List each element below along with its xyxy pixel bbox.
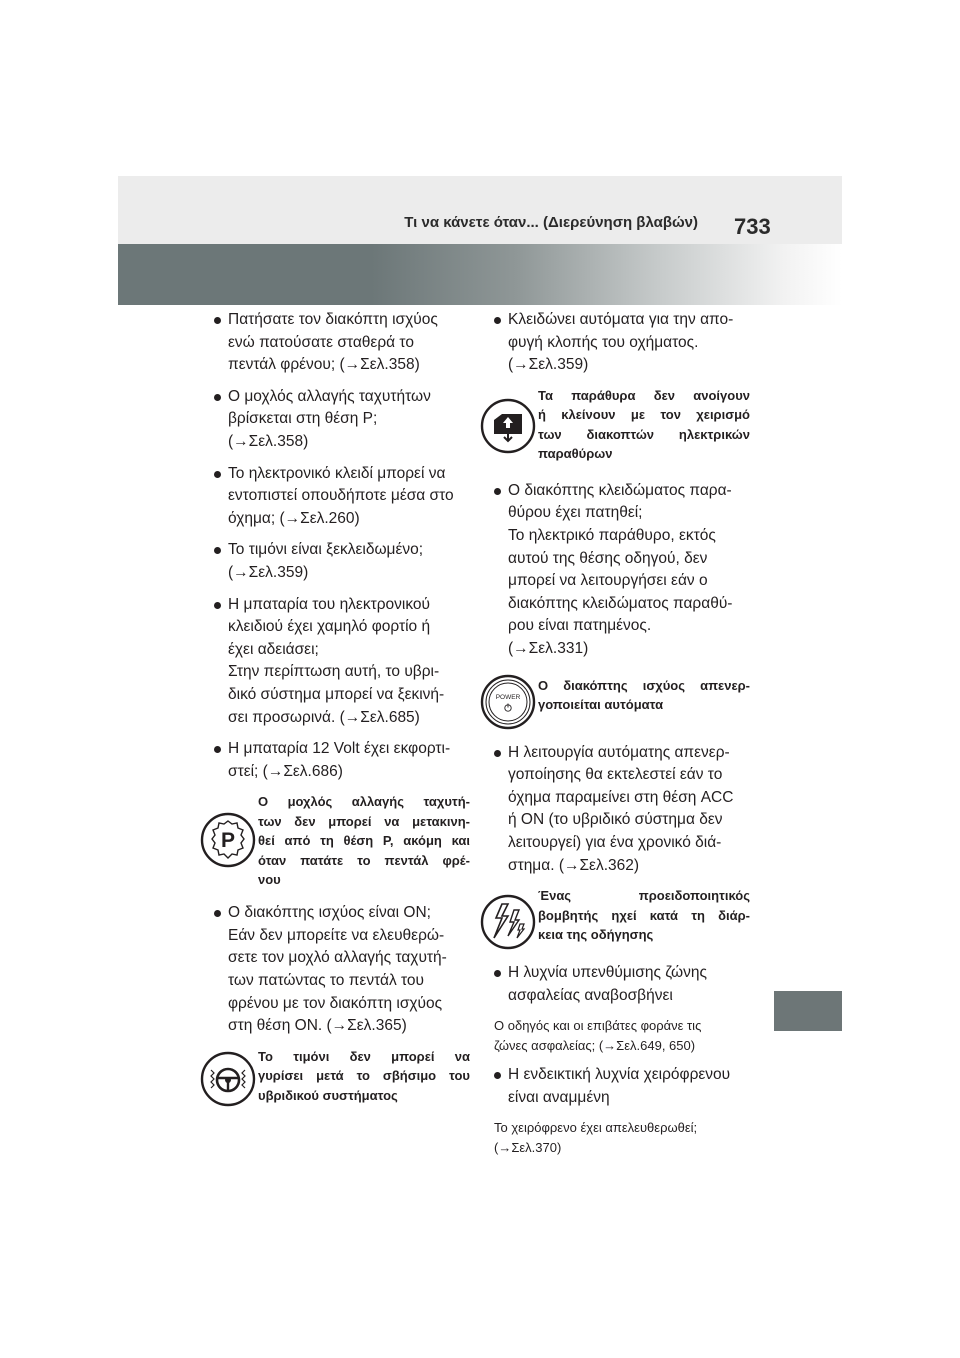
power-window-icon: [480, 398, 536, 454]
symptom-heading: Ένας προειδοποιητικός βομβητής ηχεί κατά τη διάρ- κεια της οδήγησης: [538, 888, 750, 943]
list-item: Η λειτουργία αυτόματης απενερ- γοποίησης θα εκτελεστεί εάν το όχημα παραμείνει στη θέση ACC ή ON (το υβριδικό σύστημα δεν λειτουργεί) για ένα χρονικό διά- στημα. (→Σελ.362): [494, 742, 744, 878]
header-gradient-bar: [118, 244, 842, 305]
symptom-power-window: [480, 386, 750, 470]
symptom-shift-lever: [200, 792, 470, 892]
list-item: Κλειδώνει αυτόματα για την απο- φυγή κλοπής του οχήματος. (→Σελ.359): [494, 309, 744, 377]
symptom-steering: [200, 1047, 470, 1113]
warning-buzzer-icon: [480, 894, 536, 950]
chapter-side-tab: [774, 991, 842, 1031]
symptom-heading: Ο διακόπτης ισχύος απενερ- γοποιείται αυτόματα: [538, 677, 750, 713]
section-title: Τι να κάνετε όταν... (Διερεύνηση βλαβών): [404, 214, 698, 231]
left-column: [214, 309, 470, 1123]
list-item: Η λυχνία υπενθύμισης ζώνης ασφαλείας αναβοσβήνει: [494, 962, 744, 1007]
list-item: Η μπαταρία του ηλεκτρονικού κλειδιού έχει χαμηλό φορτίο ή έχει αδειάσει; Στην περίπτωση αυτή, το υβρι- δικό σύστημα μπορεί να ξεκινή- σει προσωρινά. (→Σελ.685): [214, 594, 464, 730]
list-item: Το τιμόνι είναι ξεκλειδωμένο; (→Σελ.359): [214, 539, 464, 584]
steering-wheel-icon: [200, 1051, 256, 1107]
svg-text:P: P: [220, 829, 236, 853]
symptom-power-switch: [480, 670, 750, 732]
list-item: Πατήσατε τον διακόπτη ισχύος ενώ πατούσατε σταθερά το πεντάλ φρένου; (→Σελ.358): [214, 309, 464, 377]
list-item: Ο μοχλός αλλαγής ταχυτήτων βρίσκεται στη θέση P; (→Σελ.358): [214, 386, 464, 454]
list-item: Η ενδεικτική λυχνία χειρόφρενου είναι αναμμένη: [494, 1064, 744, 1109]
right-column: [494, 309, 750, 1166]
list-item: Ο διακόπτης ισχύος είναι ON; Εάν δεν μπορείτε να ελευθερώ- σετε τον μοχλό αλλαγής ταχυτή- των πατώντας το πεντάλ του φρένου με τον διακόπτη ισχύος στη θέση ON. (→Σελ.365): [214, 902, 464, 1038]
shift-lever-p-icon: [200, 812, 256, 868]
list-item: Ο διακόπτης κλειδώματος παρα- θύρου έχει πατηθεί; Το ηλεκτρικό παράθυρο, εκτός αυτού της θέσης οδηγού, δεν μπορεί να λειτουργήσει εάν ο διακόπτης κλειδώματος παραθύ- ρου είναι πατημένος. (→Σελ.331): [494, 480, 744, 661]
list-item: Η μπαταρία 12 Volt έχει εκφορτι- στεί; (→Σελ.686): [214, 738, 464, 783]
symptom-heading: Ο μοχλός αλλαγής ταχυτή- των δεν μπορεί να μετακινη- θεί από τη θέση P, ακόμη και όταν πατάτε το πεντάλ φρέ- νου: [258, 794, 470, 888]
list-item: Το ηλεκτρονικό κλειδί μπορεί να εντοπιστεί οπουδήποτε μέσα στο όχημα; (→Σελ.260): [214, 463, 464, 531]
svg-text:POWER: POWER: [495, 693, 521, 701]
note-text: Το χειρόφρενο έχει απελευθερωθεί; (→Σελ.370): [494, 1120, 698, 1156]
symptom-heading: Τα παράθυρα δεν ανοίγουν ή κλείνουν με τον χειρισμό των διακοπτών ηλεκτρικών παραθύρων: [538, 387, 750, 462]
power-switch-icon: [480, 674, 536, 730]
symptom-warning-buzzer: [480, 886, 750, 952]
note-text: Ο οδηγός και οι επιβάτες φοράνε τις ζώνες ασφαλείας; (→Σελ.649, 650): [494, 1018, 702, 1054]
page-number: 733: [734, 214, 771, 239]
symptom-heading: Το τιμόνι δεν μπορεί να γυρίσει μετά το σβήσιμο του υβριδικού συστήματος: [258, 1048, 470, 1103]
